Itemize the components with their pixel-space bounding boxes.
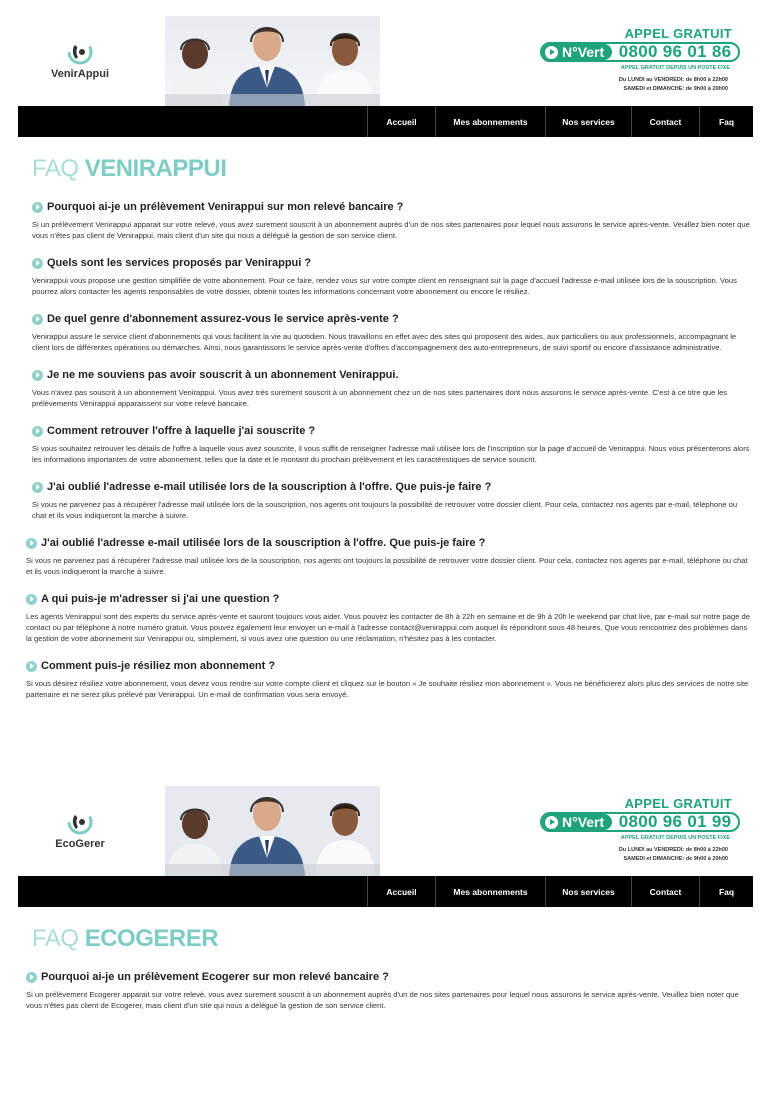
nav-mes-abonnements[interactable]: Mes abonnements xyxy=(435,876,545,907)
contact-block[interactable] xyxy=(540,26,740,94)
faq-question[interactable] xyxy=(32,313,750,325)
faq-answer: Venirappui assure le service client d'abonnements qui vous facilitent la vie au quotidien. Nous travaillons en effet avec des sites qui proposent des aides, aux particuliers ou aux professionnels, accompagnant le client lors de différentes opérations ou démarches. Ainsi, nous garantissons le service après-vente d'offres d'accompagnement des auto-entrepreneurs, de suivi sportif ou encore d'assistance administrative. xyxy=(32,332,737,352)
nav-nos-services[interactable]: Nos services xyxy=(545,106,631,137)
logo[interactable] xyxy=(40,38,120,80)
arrow-circle-icon xyxy=(26,661,37,672)
faq-question[interactable] xyxy=(32,257,750,269)
faq-item xyxy=(32,425,750,465)
nav-accueil[interactable]: Accueil xyxy=(367,876,435,907)
faq-answer: Si vous désirez résiliez votre abonnement, vous devez vous rendre sur votre compte client et cliquez sur le bouton « Je souhaite résiliez mon abonnement ». Vous ne bénéficierez alors plus des services de notre site partenaire et ne serez plus prélevé par Venirappui. Un e-mail de confirmation vous sera envoyé. xyxy=(26,679,749,699)
nav-faq[interactable]: Faq xyxy=(699,876,753,907)
phone-number[interactable]: 0800 96 01 99 xyxy=(618,812,732,831)
page-title xyxy=(32,925,780,953)
nav-nos-services[interactable]: Nos services xyxy=(545,876,631,907)
arrow-circle-icon xyxy=(32,258,43,269)
faq-answer: Si vous souhaitez retrouver les détails de l'offre à laquelle vous avez souscrite, il vous suffit de renseigner l'adresse mail utilisée lors de l'inscription sur la page d'accueil de Venirappui. Nous vous présenterons alors les informations importantes de votre abonnement, telles que la date et le montant du prochain prélèvement et les caractéristiques de service souscrit. xyxy=(32,444,750,464)
play-icon xyxy=(545,46,558,59)
arrow-circle-icon xyxy=(26,972,37,983)
hours-weekend: SAMEDI et DIMANCHE: de 9h00 à 20h00 xyxy=(623,86,728,92)
nav-contact[interactable]: Contact xyxy=(631,106,699,137)
faq-question[interactable] xyxy=(32,481,750,493)
logo-name: VenirAppui xyxy=(50,68,110,80)
logo[interactable] xyxy=(40,808,120,850)
title-brand: ECOGERER xyxy=(84,925,219,952)
main-nav xyxy=(18,876,753,907)
faq-answer: Si un prélèvement Ecogerer apparait sur votre relevé, vous avez surement souscrit à un abonnement auprès d'un de nos sites partenaires pour lequel nous assurons le service après-vente. Veuillez bien noter que vous n'êtes pas client de Ecogerer, mais client d'un site qui nous a délégué la gestion de son service client. xyxy=(26,990,739,1010)
faq-answer: Venirappui vous propose une gestion simplifiée de votre abonnement. Pour ce faire, rendez vous sur votre compte client en renseignant sur la page d'accueil l'adresse e-mail utilisée lors de la souscription. Vous pourrez alors contacter les agents responsables de votre dossier, obtenir toutes les informations concernant votre abonnement ou encore le résiliez. xyxy=(32,276,737,296)
faq-item xyxy=(32,257,750,297)
faq-item xyxy=(26,537,752,577)
faq-question[interactable] xyxy=(26,537,752,549)
faq-item xyxy=(26,660,752,700)
question-text: J'ai oublié l'adresse e-mail utilisée lors de la souscription à l'offre. Que puis-je faire ? xyxy=(47,481,492,493)
banner-image xyxy=(165,786,380,876)
page-title xyxy=(32,155,780,183)
faq-item xyxy=(32,481,750,521)
nvert-label: N°Vert xyxy=(562,44,605,60)
faq-question[interactable] xyxy=(32,425,750,437)
hours-weekdays: Du LUNDI au VENDREDI: de 8h00 à 22h00 xyxy=(618,847,728,853)
arrow-circle-icon xyxy=(32,202,43,213)
numero-vert[interactable] xyxy=(540,812,740,832)
title-brand: VENIRAPPUI xyxy=(84,155,227,182)
ecogerer-site xyxy=(0,770,780,1027)
opening-hours xyxy=(540,846,740,864)
hours-weekdays: Du LUNDI au VENDREDI: de 8h00 à 22h00 xyxy=(618,77,728,83)
nav-mes-abonnements[interactable]: Mes abonnements xyxy=(435,106,545,137)
phone-number[interactable]: 0800 96 01 86 xyxy=(618,42,732,61)
appel-sub-label: APPEL GRATUIT DEPUIS UN POSTE FIXE xyxy=(620,835,730,841)
faq-item xyxy=(26,593,752,644)
headset-logo-icon xyxy=(66,38,94,66)
faq-question[interactable] xyxy=(26,971,752,983)
question-text: Comment retrouver l'offre à laquelle j'ai souscrite ? xyxy=(47,425,316,437)
site-header xyxy=(0,770,780,876)
contact-block[interactable] xyxy=(540,796,740,864)
nav-contact[interactable]: Contact xyxy=(631,876,699,907)
appel-gratuit-label: APPEL GRATUIT xyxy=(624,796,732,811)
question-text: Quels sont les services proposés par Venirappui ? xyxy=(47,257,312,269)
numero-vert[interactable] xyxy=(540,42,740,62)
question-text: Comment puis-je résiliez mon abonnement ? xyxy=(41,660,276,672)
question-text: Je ne me souviens pas avoir souscrit à un abonnement Venirappui. xyxy=(47,369,399,381)
faq-answer: Si un prélèvement Venirappui apparait sur votre relevé, vous avez surement souscrit à un abonnement auprès d'un de nos sites partenaires pour lequel nous assurons le service après-vente. Veuillez bien noter que vous n'êtes pas client de Venirappui, mais client d'un site qui nous a délégué la gestion de son service client. xyxy=(32,220,750,240)
arrow-circle-icon xyxy=(26,594,37,605)
play-icon xyxy=(545,816,558,829)
main-nav xyxy=(18,106,753,137)
nav-faq[interactable]: Faq xyxy=(699,106,753,137)
appel-gratuit-label: APPEL GRATUIT xyxy=(624,26,732,41)
question-text: De quel genre d'abonnement assurez-vous le service après-vente ? xyxy=(47,313,399,325)
headset-logo-icon xyxy=(66,808,94,836)
arrow-circle-icon xyxy=(32,426,43,437)
site-header xyxy=(0,0,780,106)
faq-list xyxy=(0,201,780,700)
title-faq: FAQ xyxy=(32,925,79,952)
faq-list xyxy=(0,971,780,1011)
arrow-circle-icon xyxy=(26,538,37,549)
title-faq: FAQ xyxy=(32,155,79,182)
faq-question[interactable] xyxy=(26,660,752,672)
arrow-circle-icon xyxy=(32,482,43,493)
faq-question[interactable] xyxy=(26,593,752,605)
appel-sub-label: APPEL GRATUIT DEPUIS UN POSTE FIXE xyxy=(620,65,730,71)
arrow-circle-icon xyxy=(32,370,43,381)
nav-accueil[interactable]: Accueil xyxy=(367,106,435,137)
nvert-label: N°Vert xyxy=(562,814,605,830)
question-text: A qui puis-je m'adresser si j'ai une question ? xyxy=(41,593,280,605)
question-text: Pourquoi ai-je un prélèvement Ecogerer sur mon relevé bancaire ? xyxy=(41,971,389,983)
banner-image xyxy=(165,16,380,106)
question-text: J'ai oublié l'adresse e-mail utilisée lors de la souscription à l'offre. Que puis-je faire ? xyxy=(41,537,486,549)
faq-question[interactable] xyxy=(32,369,750,381)
arrow-circle-icon xyxy=(32,314,43,325)
faq-answer: Si vous ne parvenez pas à récupérer l'adresse mail utilisée lors de la souscription, nos agents ont toujours la possibilité de retrouver votre dossier client. Pour cela, contactez nos agents par e-mail, téléphone ou chat et ils vous indiqueront la marche à suivre. xyxy=(32,500,738,520)
faq-answer: Les agents Venirappui sont des experts du service après-vente et sauront toujours vous aider. Vous pouvez les contacter de 8h à 22h en semaine et de 9h à 20h le weekend par chat live, par e-mail sur notre page de contact ou par téléphone à notre numéro gratuit. Vous pouvez également leur envoyer un e-mail à l'adresse contact@venirappui.com auquel ils répondront sous 48 heures. Que vous rencontriez des problèmes dans la gestion de votre abonnement sur Venirappui ou, simplement, si vous avez une question ou une réclamation, n'hésitez pas à les contacter. xyxy=(26,612,750,643)
hours-weekend: SAMEDI et DIMANCHE: de 9h00 à 20h00 xyxy=(623,856,728,862)
question-text: Pourquoi ai-je un prélèvement Venirappui sur mon relevé bancaire ? xyxy=(47,201,404,213)
opening-hours xyxy=(540,76,740,94)
faq-item xyxy=(32,369,750,409)
faq-question[interactable] xyxy=(32,201,750,213)
faq-item xyxy=(32,313,750,353)
faq-answer: Si vous ne parvenez pas à récupérer l'adresse mail utilisée lors de la souscription, nos agents ont toujours la possibilité de retrouver votre dossier client. Pour cela, contactez nos agents par e-mail, téléphone ou chat et ils vous indiqueront la marche à suivre. xyxy=(26,556,748,576)
faq-item xyxy=(26,971,752,1011)
faq-item xyxy=(32,201,750,241)
faq-answer: Vous n'avez pas souscrit à un abonnement Venirappui. Vous avez très surement souscrit à un abonnement chez un de nos sites partenaires dont nous assurons le service après-vente. C'est à ce titre que les prélèvements Venirappui apparaissent sur votre relevé bancaire. xyxy=(32,388,728,408)
logo-name: EcoGerer xyxy=(55,838,105,850)
